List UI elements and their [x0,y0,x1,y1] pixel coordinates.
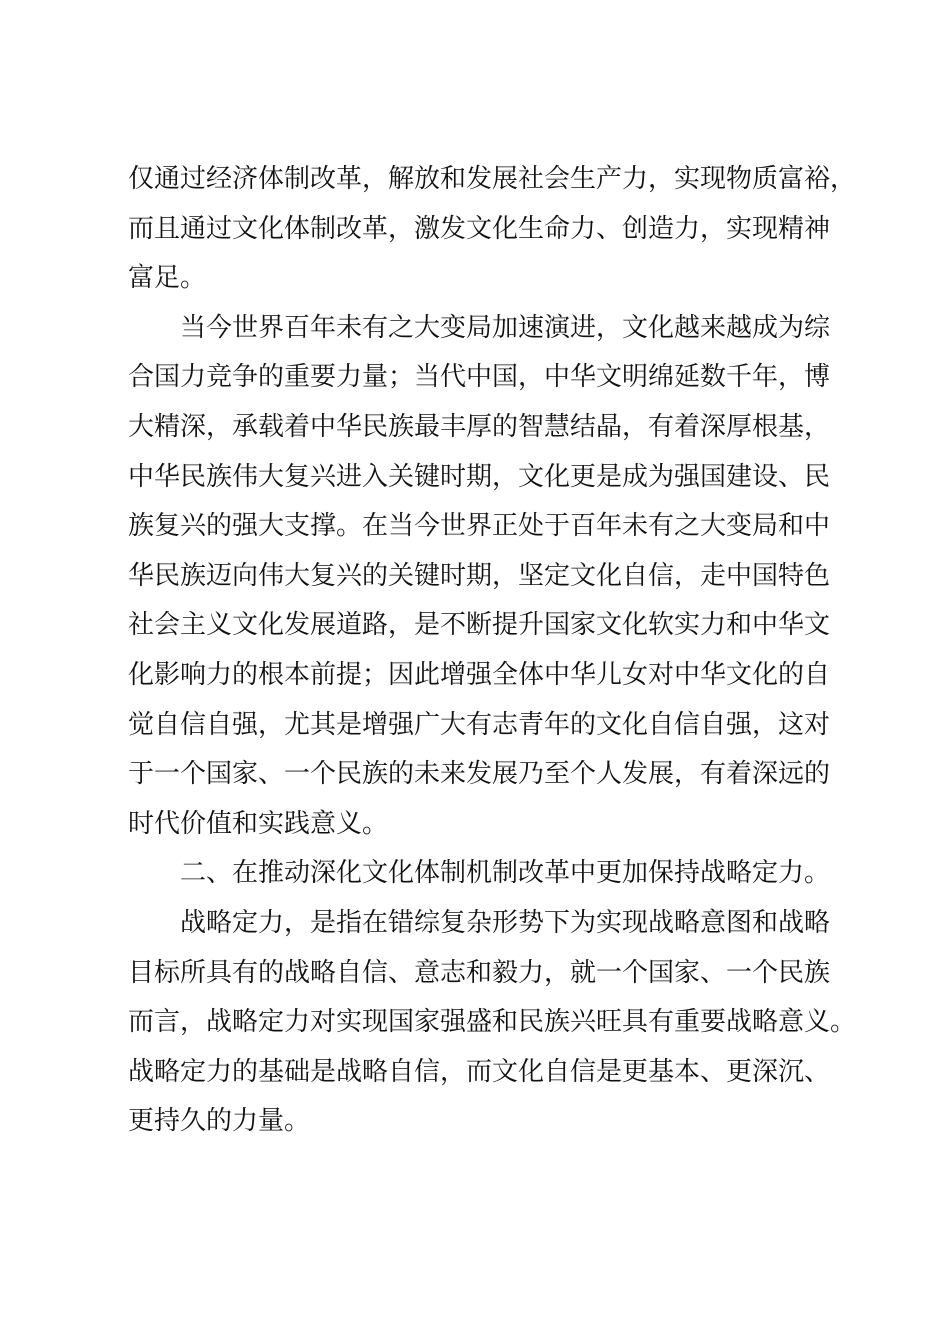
paragraph-line: 族复兴的强大支撑。在当今世界正处于百年未有之大变局和中 [128,511,831,542]
paragraph-line: 大精深，承载着中华民族最丰厚的智慧结晶，有着深厚根基， [128,411,831,442]
paragraph-line: 更持久的力量。 [128,1106,311,1137]
paragraph-line: 化影响力的根本前提；因此增强全体中华儿女对中华文化的自 [128,659,831,690]
paragraph-line: 富足。 [128,263,207,294]
paragraph-first-line: 战略定力，是指在错综复杂形势下为实现战略意图和战略 [180,907,831,938]
paragraph-line: 合国力竞争的重要力量；当代中国，中华文明绵延数千年，博 [128,362,831,393]
document-body [128,155,863,1147]
paragraph-line: 觉自信自强，尤其是增强广大有志青年的文化自信自强，这对 [128,709,831,740]
paragraph-line: 于一个国家、一个民族的未来发展乃至个人发展，有着深远的 [128,759,831,790]
paragraph-line: 时代价值和实践意义。 [128,808,389,839]
paragraph-line: 而言，战略定力对实现国家强盛和民族兴旺具有重要战略意义。 [128,1007,857,1038]
paragraph-line: 中华民族伟大复兴进入关键时期，文化更是成为强国建设、民 [128,461,831,492]
section-heading: 二、在推动深化文化体制机制改革中更加保持战略定力。 [180,858,831,889]
paragraph-line: 社会主义文化发展道路，是不断提升国家文化软实力和中华文 [128,610,831,641]
paragraph-line: 战略定力的基础是战略自信，而文化自信是更基本、更深沉、 [128,1056,831,1087]
paragraph-first-line: 当今世界百年未有之大变局加速演进，文化越来越成为综 [180,312,831,343]
paragraph-line: 目标所具有的战略自信、意志和毅力，就一个国家、一个民族 [128,957,831,988]
paragraph-line: 仅通过经济体制改革，解放和发展社会生产力，实现物质富裕， [128,164,857,194]
paragraph-line: 而且通过文化体制改革，激发文化生命力、创造力，实现精神 [128,213,831,244]
paragraph-line: 华民族迈向伟大复兴的关键时期，坚定文化自信，走中国特色 [128,560,831,591]
